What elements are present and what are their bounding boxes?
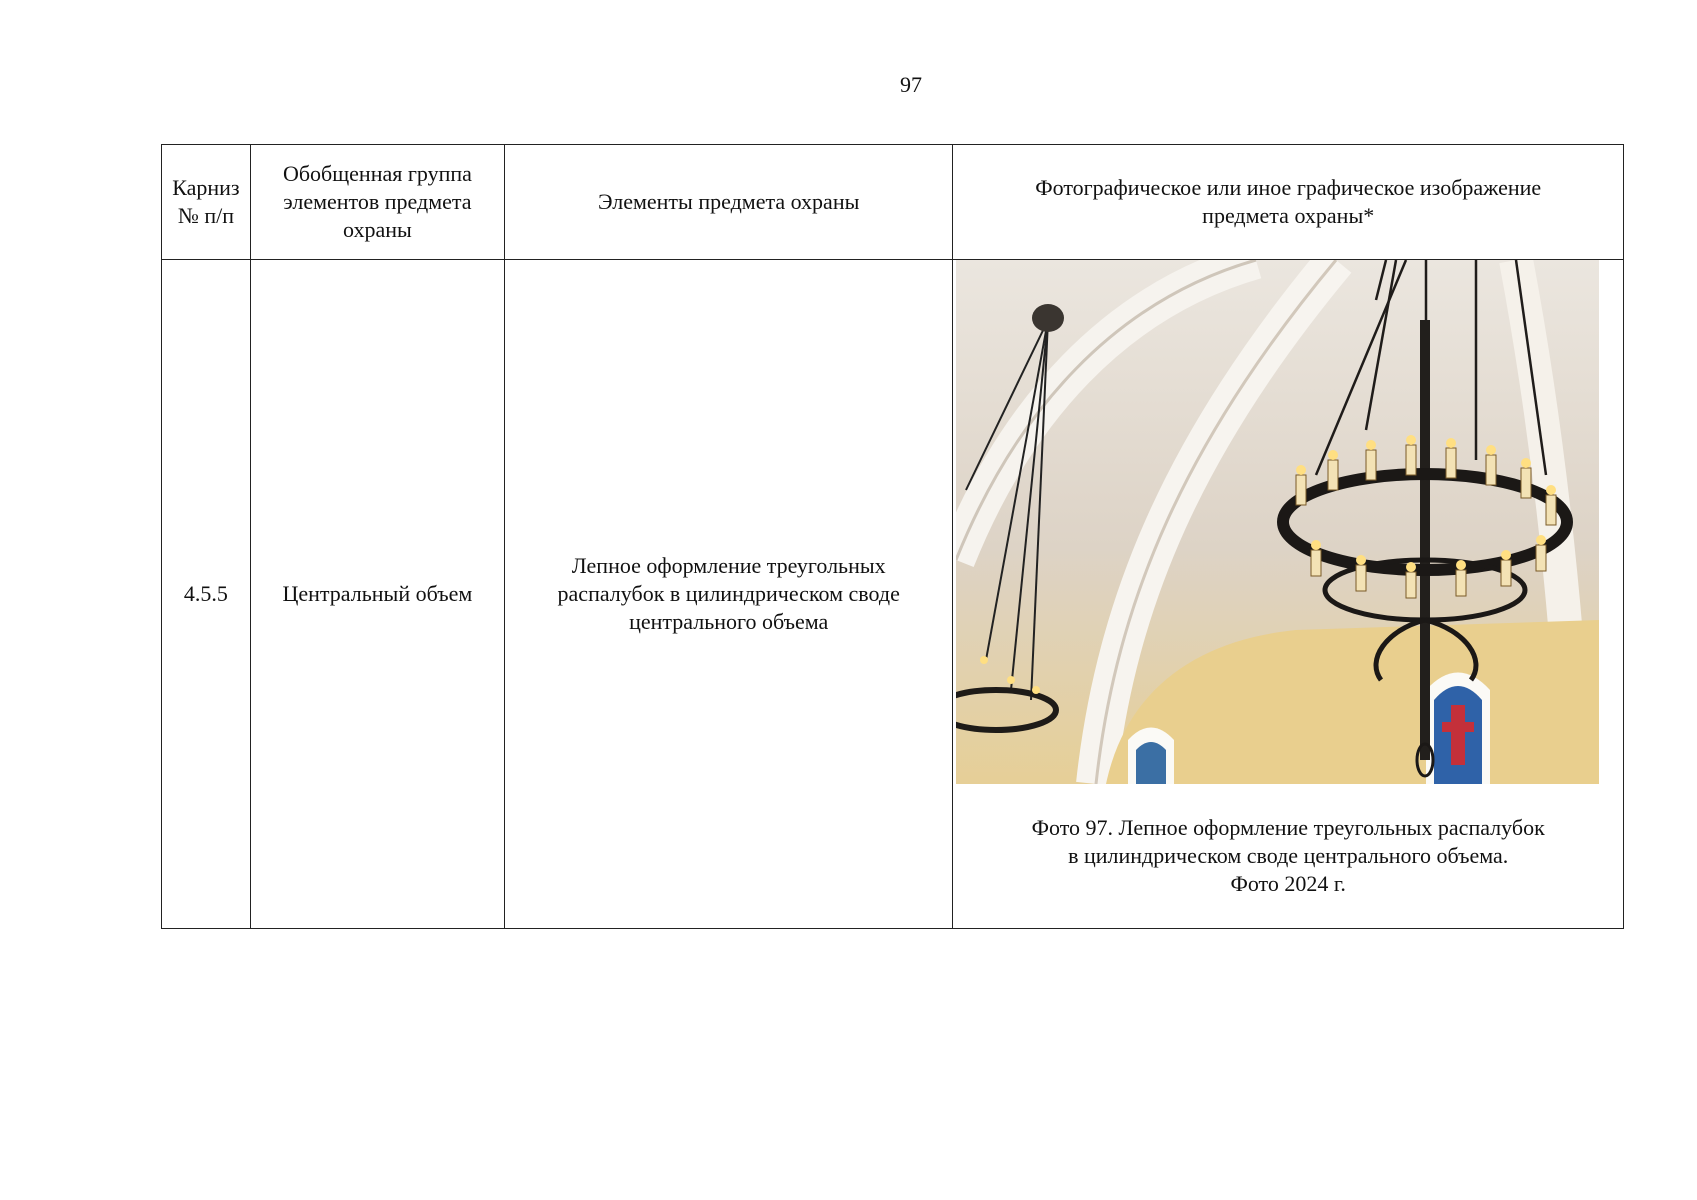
table-header-row — [162, 145, 1624, 260]
row-group: Центральный объем — [250, 260, 504, 929]
header-number-line1: Карниз — [172, 175, 240, 200]
header-number-line2: № п/п — [177, 203, 234, 228]
row-photo-cell — [953, 260, 1624, 929]
header-number — [162, 145, 251, 260]
caption-line-3: Фото 2024 г. — [1230, 871, 1346, 896]
table-row — [162, 260, 1624, 929]
chandelier-photo-illustration — [956, 260, 1599, 784]
caption-line-1: Фото 97. Лепное оформление треугольных распалубок — [1031, 815, 1545, 840]
row-number: 4.5.5 — [162, 260, 251, 929]
caption-line-2: в цилиндрическом своде центрального объема. — [1068, 843, 1509, 868]
page-number: 97 — [900, 72, 922, 97]
chandelier-photo — [956, 260, 1599, 784]
header-photo: Фотографическое или иное графическое изображение предмета охраны* — [953, 145, 1624, 260]
photo-caption — [953, 784, 1623, 898]
header-elements: Элементы предмета охраны — [505, 145, 953, 260]
row-element: Лепное оформление треугольных распалубок в цилиндрическом своде центрального объема — [505, 260, 953, 929]
protection-table — [161, 144, 1624, 929]
header-group: Обобщенная группа элементов предмета охраны — [250, 145, 504, 260]
